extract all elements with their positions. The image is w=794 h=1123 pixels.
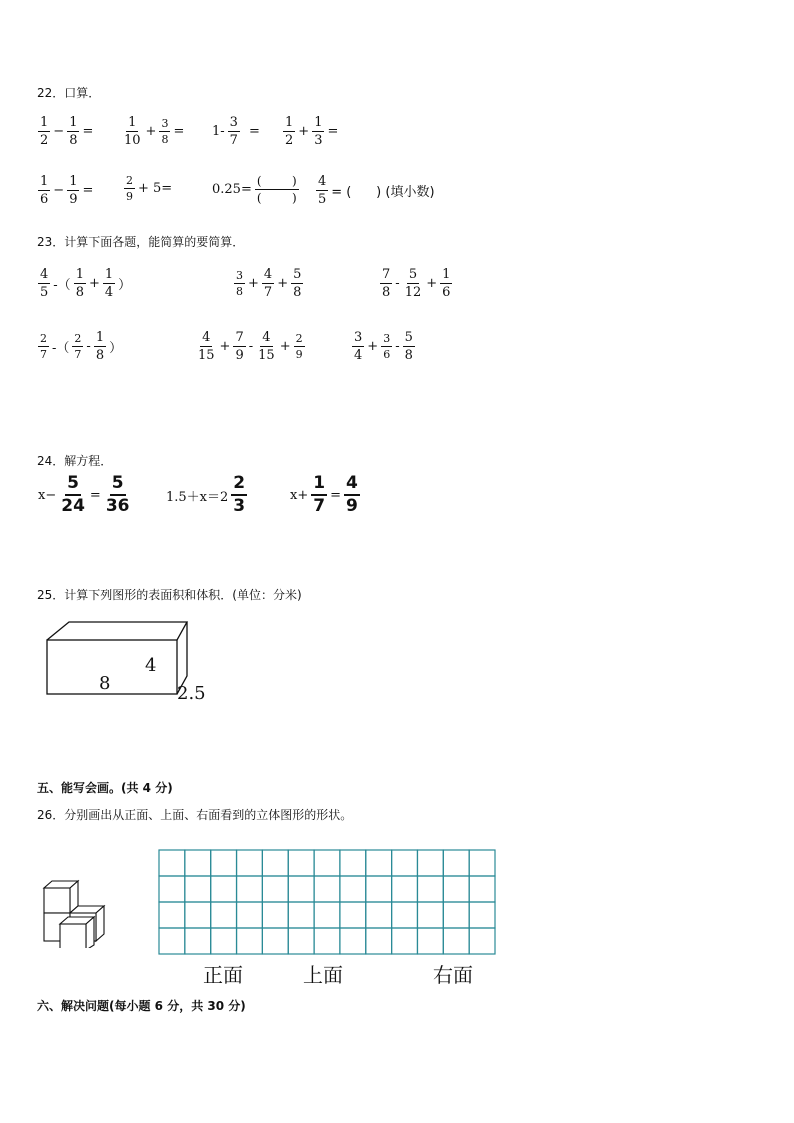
grid-cell[interactable] <box>288 876 314 902</box>
grid-cell[interactable] <box>288 928 314 954</box>
q22-r1-a <box>38 116 93 147</box>
numerator: 1 <box>69 174 78 189</box>
numerator: 1 <box>128 115 137 130</box>
grid-cell[interactable] <box>262 850 288 876</box>
math-token: 2 <box>231 475 247 496</box>
math-token: 5 <box>65 475 81 496</box>
grid-cell[interactable] <box>366 876 392 902</box>
section6-title: 六、解决问题(每小题 6 分，共 30 分) <box>37 999 246 1013</box>
tail-text: = ( ) (填小数) <box>331 185 435 200</box>
grid-cell[interactable] <box>237 902 263 928</box>
drawing-grid[interactable] <box>158 849 496 957</box>
grid-cell[interactable] <box>237 876 263 902</box>
grid-cell[interactable] <box>443 876 469 902</box>
math-token: 9 <box>235 348 244 363</box>
q23-expr-2 <box>234 268 303 299</box>
denominator: 2 <box>285 133 294 148</box>
grid-cell[interactable] <box>366 902 392 928</box>
denominator: 5 <box>318 192 327 207</box>
math-token: 4 <box>104 285 114 300</box>
q24-title: 24．解方程． <box>37 454 113 468</box>
grid-cell[interactable] <box>185 902 211 928</box>
operator: − <box>53 124 65 139</box>
math-token: - <box>395 339 400 354</box>
math-token: = <box>89 487 101 503</box>
math-token: 5 <box>404 330 413 345</box>
math-token: 2 <box>295 332 303 345</box>
math-token: 9 <box>295 348 303 361</box>
q26-title: 26．分别画出从正面、上面、右面看到的立体图形的形状。 <box>37 808 353 822</box>
grid-label-front: 正面 <box>203 963 243 987</box>
math-token: + <box>279 339 291 354</box>
q22-r2-a <box>38 175 93 206</box>
q22-r2-b <box>124 175 172 202</box>
math-token: 5 <box>40 285 49 300</box>
denominator: 10 <box>124 133 141 148</box>
math-token: + <box>277 276 289 291</box>
math-token: + <box>426 276 438 291</box>
denominator: 2 <box>40 133 49 148</box>
q23-expr-6 <box>352 331 415 362</box>
cube-stack-diagram <box>40 878 112 948</box>
grid-cell[interactable] <box>211 928 237 954</box>
grid-cell[interactable] <box>469 850 495 876</box>
equals: = <box>248 124 260 139</box>
math-token: 5 <box>408 267 418 282</box>
math-token: 1 <box>311 475 327 496</box>
grid-cell[interactable] <box>237 850 263 876</box>
q22-r1-d <box>283 116 338 147</box>
math-token: 3 <box>354 330 363 345</box>
q22-r1-b <box>122 116 184 147</box>
denominator-blank: ( ) <box>256 191 297 205</box>
grid-cell[interactable] <box>185 928 211 954</box>
grid-cell[interactable] <box>211 876 237 902</box>
math-token: 5 <box>293 267 302 282</box>
math-token: 1 <box>442 267 451 282</box>
grid-cell[interactable] <box>159 876 185 902</box>
grid-label-right: 右面 <box>433 963 473 987</box>
grid-cell[interactable] <box>159 928 185 954</box>
equals: = <box>82 124 94 139</box>
grid-cell[interactable] <box>288 850 314 876</box>
grid-cell[interactable] <box>417 876 443 902</box>
cube-front <box>44 888 70 913</box>
math-token: ） <box>109 341 123 356</box>
q24-equation-3 <box>290 475 360 515</box>
operator: − <box>53 183 65 198</box>
math-token: 8 <box>95 348 105 363</box>
math-token: 8 <box>75 285 84 300</box>
denominator: 9 <box>69 192 78 207</box>
denominator: 9 <box>126 190 133 203</box>
math-token: 3 <box>233 496 246 516</box>
numerator: 1 <box>69 115 78 130</box>
math-token: 4 <box>344 475 360 496</box>
math-token: 4 <box>262 330 271 345</box>
math-token: + <box>219 339 231 354</box>
grid-cell[interactable] <box>392 902 418 928</box>
cuboid-height-label: 4 <box>145 655 157 676</box>
math-token: 1.5＋x＝2 <box>166 489 229 505</box>
q23-expr-5 <box>196 331 305 362</box>
equals: = <box>82 183 94 198</box>
math-token: + <box>88 276 100 291</box>
numerator: 1 <box>314 115 323 130</box>
math-token: 15 <box>258 348 275 363</box>
numerator: 2 <box>126 174 133 187</box>
grid-cell[interactable] <box>443 902 469 928</box>
math-token: 4 <box>354 348 363 363</box>
grid-cell[interactable] <box>417 850 443 876</box>
operator: + <box>145 124 157 139</box>
math-token: 5 <box>110 475 126 496</box>
numerator: 1 <box>40 115 49 130</box>
math-token: -（ <box>53 278 71 293</box>
math-token: 8 <box>293 285 302 300</box>
cuboid-width-label: 2.5 <box>177 683 206 704</box>
grid-cell[interactable] <box>392 928 418 954</box>
math-token: - <box>395 276 400 291</box>
math-token: 6 <box>442 285 451 300</box>
q22-title: 22．口算． <box>37 86 101 100</box>
math-token: ） <box>118 278 132 293</box>
math-token: x+ <box>290 487 309 503</box>
math-token: 1 <box>75 267 84 282</box>
grid-cell[interactable] <box>211 850 237 876</box>
math-token: 1 <box>95 330 105 345</box>
math-token: 2 <box>40 332 47 345</box>
denominator: 8 <box>161 133 169 146</box>
math-token: 4 <box>40 267 49 282</box>
grid-cell[interactable] <box>443 928 469 954</box>
equals: = <box>173 124 185 139</box>
q22-r2-d <box>316 175 435 206</box>
grid-cell[interactable] <box>340 902 366 928</box>
math-token: 7 <box>263 285 273 300</box>
grid-cell[interactable] <box>314 876 340 902</box>
grid-cell[interactable] <box>262 876 288 902</box>
grid-cell[interactable] <box>340 928 366 954</box>
section5-title: 五、能写会画。(共 4 分) <box>37 781 173 795</box>
tail-text: + 5= <box>138 181 173 196</box>
numerator: 1 <box>40 174 49 189</box>
grid-cell[interactable] <box>211 902 237 928</box>
q24-equation-1 <box>38 475 131 515</box>
grid-cell[interactable] <box>392 850 418 876</box>
prefix: 1- <box>212 124 225 139</box>
numerator: 3 <box>229 115 238 130</box>
operator: + <box>298 124 310 139</box>
grid-cell[interactable] <box>340 850 366 876</box>
q25-title: 25．计算下列图形的表面积和体积．(单位：分米) <box>37 588 302 602</box>
numerator: 4 <box>318 174 327 189</box>
grid-cell[interactable] <box>159 902 185 928</box>
equals: = <box>327 124 339 139</box>
numerator-blank: ( ) <box>256 174 297 188</box>
math-token: 8 <box>236 285 243 298</box>
grid-cell[interactable] <box>288 902 314 928</box>
math-token: 4 <box>202 330 211 345</box>
math-token: 24 <box>61 496 85 516</box>
math-token: x− <box>38 487 57 503</box>
cuboid-length-label: 8 <box>99 673 111 694</box>
cuboid-front-face <box>47 640 177 694</box>
math-token: 3 <box>383 332 391 345</box>
grid-cell[interactable] <box>262 902 288 928</box>
math-token: 7 <box>74 348 82 361</box>
math-token: -（ <box>52 341 70 356</box>
grid-cell[interactable] <box>469 876 495 902</box>
grid-cell[interactable] <box>417 902 443 928</box>
grid-cell[interactable] <box>469 902 495 928</box>
numerator: 1 <box>285 115 294 130</box>
denominator: 6 <box>40 192 49 207</box>
math-token: 7 <box>382 267 391 282</box>
math-token: 7 <box>40 348 47 361</box>
math-token: - <box>86 339 91 354</box>
grid-cell[interactable] <box>314 928 340 954</box>
math-token: 36 <box>105 496 130 516</box>
grid-cell[interactable] <box>443 850 469 876</box>
q24-equation-2 <box>166 475 247 515</box>
math-token: 2 <box>74 332 82 345</box>
math-token: 3 <box>236 269 243 282</box>
q22-r2-c <box>212 175 299 204</box>
math-token: 9 <box>345 496 358 516</box>
math-token: 8 <box>382 285 391 300</box>
grid-cell[interactable] <box>262 928 288 954</box>
math-token: - <box>248 339 254 354</box>
grid-cell[interactable] <box>469 928 495 954</box>
prefix: 0.25= <box>212 182 252 197</box>
math-token: 7 <box>313 496 326 516</box>
grid-cell[interactable] <box>340 876 366 902</box>
denominator: 3 <box>314 133 323 148</box>
q23-expr-3 <box>380 268 452 299</box>
math-token: 4 <box>263 267 273 282</box>
math-token: 6 <box>383 348 391 361</box>
grid-cell[interactable] <box>392 876 418 902</box>
grid-cell[interactable] <box>366 928 392 954</box>
grid-label-top: 上面 <box>303 963 343 987</box>
grid-cell[interactable] <box>314 902 340 928</box>
math-token: 1 <box>104 267 114 282</box>
grid-cell[interactable] <box>185 876 211 902</box>
numerator: 3 <box>161 117 169 130</box>
denominator: 7 <box>229 133 238 148</box>
grid-cell[interactable] <box>314 850 340 876</box>
math-token: 8 <box>404 348 413 363</box>
cuboid-top-face <box>47 622 187 640</box>
q23-expr-4 <box>38 331 122 362</box>
denominator: 8 <box>69 133 78 148</box>
math-token: + <box>248 276 259 291</box>
math-token: 12 <box>404 285 422 300</box>
grid-cell[interactable] <box>366 850 392 876</box>
grid-cell[interactable] <box>237 928 263 954</box>
grid-cell[interactable] <box>417 928 443 954</box>
q23-expr-1 <box>38 268 131 299</box>
math-token: 7 <box>235 330 244 345</box>
math-token: 15 <box>198 348 215 363</box>
grid-cell[interactable] <box>159 850 185 876</box>
q23-title: 23．计算下面各题，能简算的要简算． <box>37 235 245 249</box>
grid-cell[interactable] <box>185 850 211 876</box>
q22-r1-c <box>212 116 260 147</box>
math-token: = <box>330 487 341 503</box>
math-token: + <box>367 339 379 354</box>
